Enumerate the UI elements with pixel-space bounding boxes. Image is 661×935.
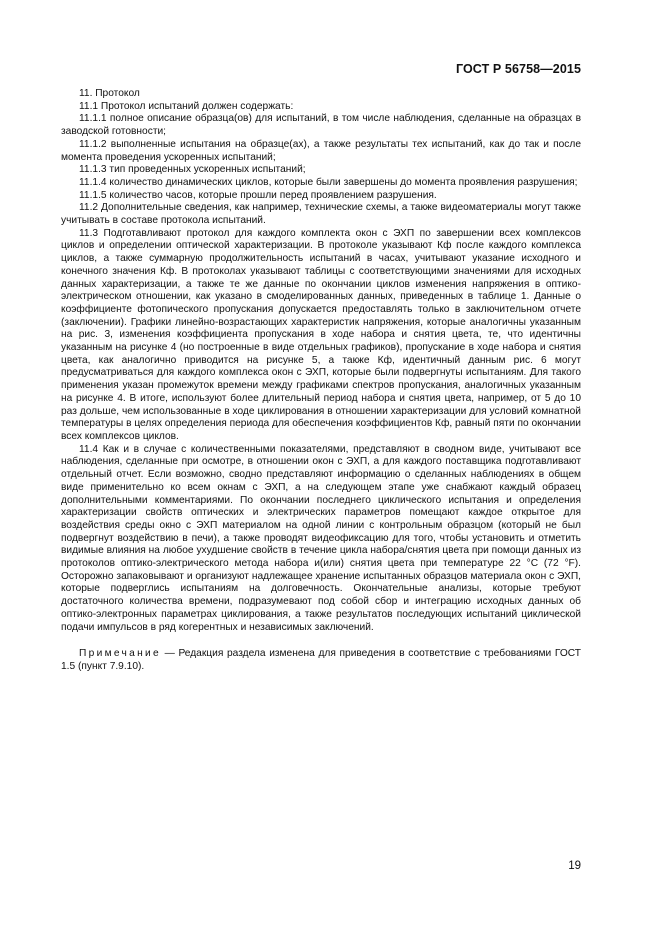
paragraph-11-1-5: 11.1.5 количество часов, которые прошли перед проявлением разрушения.	[79, 189, 437, 201]
paragraph-11-1-4: 11.1.4 количество динамических циклов, которые были завершены до момента проявления разрушения;	[79, 176, 578, 188]
paragraph-11-1-1: 11.1.1 полное описание образца(ов) для испытаний, в том числе наблюдения, сделанные на образцах в заводской готовности;	[61, 113, 581, 138]
paragraph-11-1-2: 11.1.2 выполненные испытания на образце(ах), а также результаты тех испытаний, как до так и после момента проведения ускоренных испытаний;	[61, 138, 581, 163]
paragraph-11-1-3: 11.1.3 тип проведенных ускоренных испытаний;	[79, 164, 306, 176]
page-number: 19	[568, 860, 581, 872]
section-heading: 11. Протокол	[79, 88, 140, 99]
document-id-header: ГОСТ Р 56758—2015	[455, 62, 581, 76]
paragraph-11-3: 11.3 Подготавливают протокол для каждого комплекта окон с ЭХП по завершении всех комплексов циклов и определении оптической характеризации. В протоколе указывают Кф после каждого комплекса циклов, а также суммарную продолжительность испытаний в часах, учитывают указание исходного и конечного значения Кф. В протоколах указывают таблицы с соответствующими значениями для исходных данных характеризации, а также те же данные по окончании циклов изменения напряжения в оптико-электрическом отношении, как указано в смоделированных данных, приведенных в таблице 1. Данные о коэффициенте фотопического пропускания допускается предоставлять только в заключительном отчете (заключении). Графики линейно-возрастающих характеристик напряжения, которые аналогичны указанным на рис. 3, изменения коэффициента пропускания в ходе набора и снятия цвета, те, что идентичны указанным на рисунке 4 (но построенные в виде отдельных графиков), пропускание в ходе набора и снятия цвета, как аналогично приводится на рисунке 5, а также Кф, идентичный данным рис. 6 могут предусматриваться для каждого комплекса окон с ЭХП, которые были подвергнуты испытаниям. Для такого применения указан промежуток времени между графиками спектров пропускания, аналогичных указанным на рисунке 4. В итоге, используют более длительный период набора и снятия цвета, например, от 5 до 10 раз дольше, чем использованные в ходе циклирования в отношении характеризации для условий комнатной температуры в целях определения периода для обеспечения коэффициентов Кф, равный пяти по окончании всех комплексов циклов.	[61, 227, 581, 442]
document-body	[61, 88, 581, 674]
paragraph-11-2: 11.2 Дополнительные сведения, как например, технические схемы, а также видеоматериалы могут также учитывать в составе протокола испытаний.	[61, 202, 581, 227]
note-label: Примечание	[79, 648, 161, 660]
note-text: — Редакция раздела изменена для приведения в соответствие с требованиями ГОСТ 1.5 (пункт 7.9.10).	[61, 648, 581, 672]
note	[61, 648, 581, 673]
paragraph-11-4: 11.4 Как и в случае с количественными показателями, представляют в сводном виде, учитывают все наблюдения, сделанные при осмотре, в отношении окон с ЭХП, а для каждого поставщика подготавливают отдельный отчет. Если возможно, сводно представляют информацию о сделанных наблюдениях в общем виде применительно ко всем окнам с ЭХП, а на следующем этапе уже снабжают каждый образец дополнительными комментариями. По окончании последнего циклического испытания и определения характеризации свойств оптических и электрических параметров помещают каждое открытое для воздействия среды окно с ЭХП материалом на одной линии с контрольным образцом (который не был подвергнут воздействию в печи), а также проводят видеофиксацию для того, чтобы установить и отметить видимые влияния на любое ухудшение свойств в течение цикла набора/снятия цвета при помощи данных из протоколов оптико-электрического метода набора и(или) снятия цвета при температуре 22 °С (72 °F). Осторожно запаковывают и организуют надлежащее хранение испытанных образцов материала окон с ЭХП, которые подверглись испытаниям на долговечность. Окончательные анализы, которые требуют достаточного количества времени, подразумевают под собой сбор и интеграцию исходных данных об оптико-электронных параметрах циклирования, а также результатов последующих испытаний циклической подачи импульсов в ряд когерентных и независимых заключений.	[61, 443, 581, 633]
paragraph-11-1: 11.1 Протокол испытаний должен содержать:	[79, 100, 294, 112]
